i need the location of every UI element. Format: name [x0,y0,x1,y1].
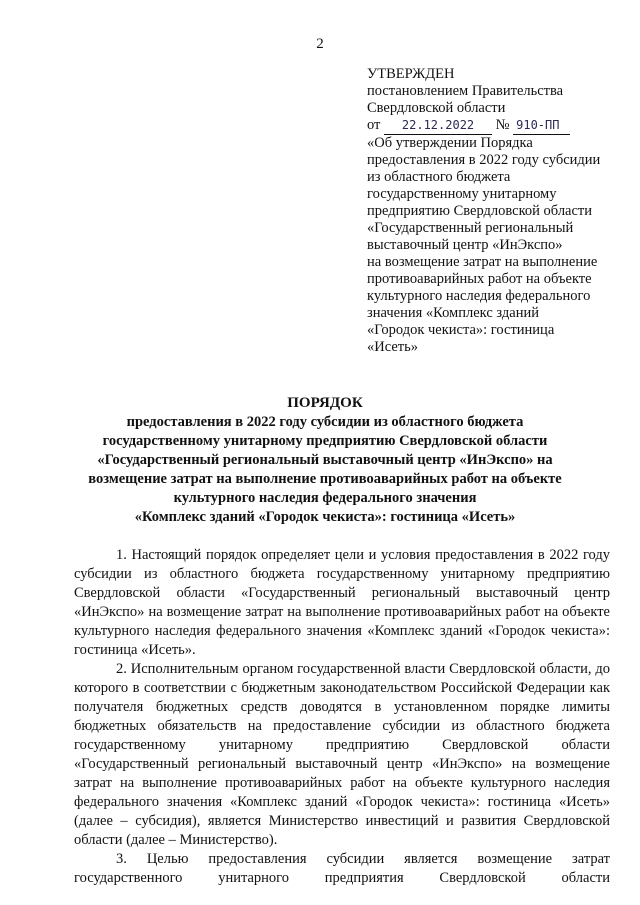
number-prefix: № [495,117,510,133]
decree-title-line: выставочный центр «ИнЭкспо» [367,237,563,253]
decree-title-line: «Исеть» [367,339,418,355]
title-subtitle-line: «Государственный региональный выставочный центр «ИнЭкспо» на [97,452,553,468]
decree-title-line: культурного наследия федерального [367,288,591,304]
date-prefix: от [367,117,381,133]
decree-title-line: государственному унитарному [367,186,557,202]
title-subtitle-line: предоставления в 2022 году субсидии из областного бюджета [126,414,524,430]
title-main: ПОРЯДОК [287,395,363,411]
decree-title-line: из областного бюджета [367,169,511,185]
approval-heading: УТВЕРЖДЕН [367,66,455,82]
approval-line: Свердловской области [367,100,506,116]
decree-title-line: «Об утверждении Порядка [367,135,533,151]
decree-title-line: противоаварийных работ на объекте [367,271,592,287]
decree-title-line: «Городок чекиста»: гостиница [367,322,555,338]
document-body [74,546,610,888]
decree-title-line: предоставления в 2022 году субсидии [367,152,601,168]
decree-title-line: «Государственный региональный [367,220,574,236]
title-subtitle-line: культурного наследия федерального значения [173,490,477,506]
title-subtitle-line: возмещение затрат на выполнение противоаварийных работ на объекте [88,471,562,487]
document-title [60,394,590,527]
decree-date: 22.12.2022 [384,117,492,135]
title-subtitle-line: «Комплекс зданий «Городок чекиста»: гостиница «Исеть» [134,509,516,525]
approval-line: постановлением Правительства [367,83,564,99]
approval-stamp [367,66,627,356]
paragraph-2: 2. Исполнительным органом государственной власти Свердловской области, до которого в соответствии с бюджетным законодательством Российской Федерации как получателя бюджетных средств доводятся в установленном порядке лимиты бюджетных обязательств на предоставление субсидии из областного бюджета государственному унитарному предприятию Свердловской области «Государственный региональный выставочный центр «ИнЭкспо» на возмещение затрат на выполнение противоаварийных работ на объекте культурного наследия федерального значения «Комплекс зданий «Городок чекиста»: гостиница «Исеть» (далее – субсидия), является Министерство инвестиций и развития Свердловской области (далее – Министерство). [74,661,610,848]
decree-title-line: предприятию Свердловской области [367,203,593,219]
decree-number: 910-ПП [513,117,570,135]
title-subtitle-line: государственному унитарному предприятию Свердловской области [102,433,548,449]
approval-date-line [367,117,627,135]
decree-title-line: на возмещение затрат на выполнение [367,254,598,270]
paragraph-1: 1. Настоящий порядок определяет цели и условия предоставления в 2022 году субсидии из областного бюджета государственному унитарному предприятию Свердловской области «Государственный региональный выставочный центр «ИнЭкспо» на возмещение затрат на выполнение противоаварийных работ на объекте культурного наследия федерального значения «Комплекс зданий «Городок чекиста»: гостиница «Исеть». [74,547,610,658]
page-number: 2 [316,36,324,52]
decree-title-line: значения «Комплекс зданий [367,305,539,321]
paragraph-3: 3. Целью предоставления субсидии является возмещение затрат государственного унитарного предприятия Свердловской области [74,851,610,886]
